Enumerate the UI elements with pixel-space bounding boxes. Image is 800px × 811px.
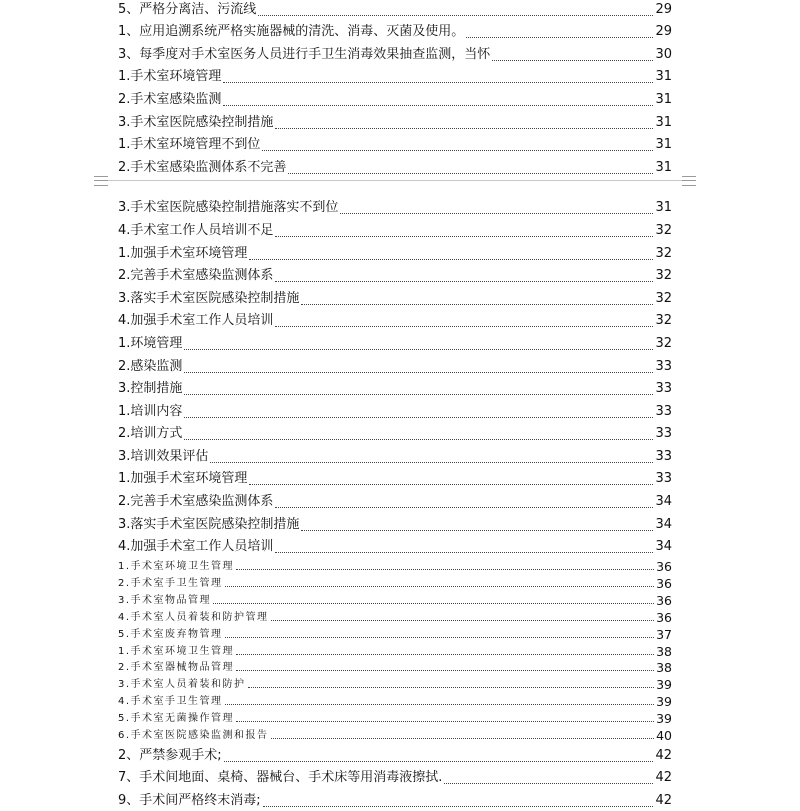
toc-entry-title: 1.环境管理 <box>118 335 183 351</box>
toc-entry[interactable] <box>118 65 672 88</box>
toc-dot-leader <box>275 281 653 282</box>
toc-entry[interactable] <box>118 659 672 676</box>
toc-entry-title: 3.手术室医院感染控制措施 <box>118 114 274 130</box>
toc-page-number: 32 <box>655 313 672 329</box>
toc-entry-title: 4.手术室工作人员培训不足 <box>118 222 274 238</box>
toc-dot-leader <box>275 552 653 553</box>
toc-page-number: 31 <box>655 91 672 107</box>
toc-page-number: 32 <box>655 290 672 306</box>
toc-dot-leader <box>184 349 653 350</box>
toc-entry-title: 4.手术室人员着装和防护管理 <box>118 611 269 623</box>
toc-page-number: 33 <box>655 381 672 397</box>
toc-dot-leader <box>236 654 654 655</box>
toc-dot-leader <box>236 721 654 722</box>
toc-entry-title: 2.完善手术室感染监测体系 <box>118 268 274 284</box>
toc-entry[interactable] <box>118 625 672 642</box>
toc-entry-title: 5.手术室无菌操作管理 <box>118 713 235 725</box>
toc-page-number: 32 <box>655 335 672 351</box>
toc-page-number: 33 <box>655 358 672 374</box>
toc-block-1 <box>118 0 672 178</box>
toc-dot-leader <box>271 620 654 621</box>
toc-page-number: 34 <box>655 539 672 555</box>
toc-entry-title: 4.加强手术室工作人员培训 <box>118 313 274 329</box>
toc-entry[interactable] <box>118 331 672 354</box>
toc-page-number: 31 <box>655 69 672 85</box>
toc-dot-leader <box>184 417 653 418</box>
toc-page-number: 39 <box>656 694 672 710</box>
toc-dot-leader <box>223 82 653 83</box>
toc-entry[interactable] <box>118 467 672 490</box>
toc-entry-title: 3.手术室物品管理 <box>118 594 212 606</box>
toc-entry-title: 1.手术室环境管理不到位 <box>118 137 261 153</box>
toc-page-number: 33 <box>655 471 672 487</box>
toc-dot-leader <box>184 439 653 440</box>
page-handle-right-icon[interactable] <box>682 176 696 186</box>
toc-entry[interactable] <box>118 512 672 535</box>
toc-entry[interactable] <box>118 535 672 558</box>
toc-entry-title: 2.手术室感染监测体系不完善 <box>118 159 287 175</box>
toc-entry[interactable] <box>118 155 672 178</box>
toc-entry-title: 3.落实手术室医院感染控制措施 <box>118 516 300 532</box>
toc-page-number: 37 <box>656 626 672 642</box>
toc-entry-title: 3.手术室医院感染控制措施落实不到位 <box>118 200 339 216</box>
toc-dot-leader <box>340 213 653 214</box>
toc-entry[interactable] <box>118 642 672 659</box>
toc-dot-leader <box>275 507 653 508</box>
toc-page-number: 32 <box>655 245 672 261</box>
toc-entry[interactable] <box>118 444 672 467</box>
toc-page-number: 36 <box>656 609 672 625</box>
toc-dot-leader <box>213 603 654 604</box>
page-break-line <box>98 180 692 181</box>
toc-entry[interactable] <box>118 42 672 65</box>
toc-entry-title: 1、应用追溯系统严格实施器械的清洗、消毒、灭菌及使用。 <box>118 24 465 40</box>
toc-entry-title: 1.手术室环境管理 <box>118 69 222 85</box>
toc-entry[interactable] <box>118 574 672 591</box>
toc-page-number: 39 <box>656 677 672 693</box>
toc-page-number: 32 <box>655 222 672 238</box>
toc-dot-leader <box>223 105 653 106</box>
toc-entry-title: 3.手术室人员着装和防护 <box>118 679 246 691</box>
toc-entry[interactable] <box>118 241 672 264</box>
toc-entry-title: 4.手术室手卫生管理 <box>118 696 223 708</box>
toc-dot-leader <box>444 783 653 784</box>
toc-page-number: 40 <box>656 728 672 744</box>
toc-entry-title: 2.培训方式 <box>118 426 183 442</box>
toc-entry-title: 2.完善手术室感染监测体系 <box>118 494 274 510</box>
toc-entry[interactable] <box>118 743 672 766</box>
toc-dot-leader <box>224 761 654 762</box>
toc-entry[interactable] <box>118 218 672 241</box>
toc-dot-leader <box>249 259 653 260</box>
toc-page-number: 31 <box>655 137 672 153</box>
toc-entry[interactable] <box>118 377 672 400</box>
toc-dot-leader <box>258 15 653 16</box>
toc-page-number: 38 <box>656 660 672 676</box>
toc-entry-title: 6.手术室医院感染监测和报告 <box>118 730 269 742</box>
toc-page-number: 34 <box>655 494 672 510</box>
toc-dot-leader <box>262 150 653 151</box>
toc-entry-title: 3、每季度对手术室医务人员进行手卫生消毒效果抽查监测，当怀 <box>118 46 491 62</box>
toc-entry[interactable] <box>118 264 672 287</box>
toc-page-number: 31 <box>655 159 672 175</box>
toc-entry[interactable] <box>118 196 672 219</box>
toc-entry[interactable] <box>118 692 672 709</box>
toc-page-number: 42 <box>655 747 672 763</box>
page-handle-left-icon[interactable] <box>94 176 108 186</box>
toc-page-number: 42 <box>655 792 672 808</box>
toc-block-2 <box>118 196 672 558</box>
toc-dot-leader <box>249 484 653 485</box>
table-of-contents <box>118 0 672 811</box>
toc-dot-leader <box>263 806 654 807</box>
toc-entry[interactable] <box>118 0 672 20</box>
toc-dot-leader <box>236 569 654 570</box>
toc-entry-title: 1.加强手术室环境管理 <box>118 245 248 261</box>
toc-entry-title: 1.加强手术室环境管理 <box>118 471 248 487</box>
toc-entry-title: 3.控制措施 <box>118 381 183 397</box>
toc-entry-title: 1.手术室环境卫生管理 <box>118 645 235 657</box>
toc-entry-title: 5.手术室废弃物管理 <box>118 628 223 640</box>
toc-dot-leader <box>225 704 654 705</box>
toc-dot-leader <box>184 372 653 373</box>
toc-page-number: 33 <box>655 403 672 419</box>
toc-dot-leader <box>492 60 653 61</box>
toc-entry[interactable] <box>118 675 672 692</box>
toc-dot-leader <box>466 37 653 38</box>
toc-entry[interactable] <box>118 110 672 133</box>
toc-page-number: 32 <box>655 268 672 284</box>
toc-page-number: 29 <box>655 1 672 17</box>
toc-page-number: 36 <box>656 559 672 575</box>
toc-dot-leader <box>248 687 654 688</box>
toc-entry-title: 5、严格分离洁、污流线 <box>118 1 257 17</box>
toc-entry[interactable] <box>118 20 672 43</box>
toc-entry-title: 7、手术间地面、桌椅、器械台、手术床等用消毒液擦拭. <box>118 770 443 786</box>
toc-entry-title: 3.培训效果评估 <box>118 448 209 464</box>
toc-dot-leader <box>225 586 654 587</box>
toc-dot-leader <box>275 236 653 237</box>
toc-dot-leader <box>275 326 653 327</box>
toc-entry[interactable] <box>118 87 672 110</box>
toc-entry-title: 9、手术间严格终末消毒; <box>118 792 261 808</box>
toc-page-number: 36 <box>656 592 672 608</box>
toc-entry[interactable] <box>118 766 672 789</box>
toc-block-4 <box>118 743 672 811</box>
toc-page-number: 38 <box>656 643 672 659</box>
toc-dot-leader <box>301 530 653 531</box>
toc-page-number: 33 <box>655 448 672 464</box>
toc-dot-leader <box>184 394 653 395</box>
toc-entry[interactable] <box>118 309 672 332</box>
page-break-separator <box>118 178 672 196</box>
toc-entry[interactable] <box>118 557 672 574</box>
toc-dot-leader <box>275 128 653 129</box>
toc-dot-leader <box>301 304 653 305</box>
toc-entry-title: 2.手术室器械物品管理 <box>118 662 235 674</box>
toc-dot-leader <box>288 173 653 174</box>
toc-entry[interactable] <box>118 286 672 309</box>
toc-dot-leader <box>225 637 654 638</box>
toc-page-number: 34 <box>655 516 672 532</box>
toc-entry[interactable] <box>118 489 672 512</box>
toc-page-number: 29 <box>655 24 672 40</box>
toc-page-number: 31 <box>655 200 672 216</box>
toc-entry[interactable] <box>118 399 672 422</box>
toc-page-number: 42 <box>655 770 672 786</box>
toc-block-3 <box>118 557 672 743</box>
toc-entry-title: 2.手术室手卫生管理 <box>118 578 223 590</box>
toc-entry[interactable] <box>118 133 672 156</box>
toc-entry-title: 2、严禁参观手术; <box>118 747 222 763</box>
toc-page-number: 36 <box>656 576 672 592</box>
toc-entry-title: 3.落实手术室医院感染控制措施 <box>118 290 300 306</box>
toc-page-number: 31 <box>655 114 672 130</box>
toc-entry[interactable] <box>118 709 672 726</box>
toc-page-number: 39 <box>656 711 672 727</box>
toc-dot-leader <box>271 738 654 739</box>
toc-dot-leader <box>236 670 654 671</box>
toc-entry-title: 1.培训内容 <box>118 403 183 419</box>
toc-dot-leader <box>210 462 653 463</box>
toc-page-number: 33 <box>655 426 672 442</box>
toc-entry[interactable] <box>118 591 672 608</box>
toc-entry-title: 4.加强手术室工作人员培训 <box>118 539 274 555</box>
toc-entry-title: 2.感染监测 <box>118 358 183 374</box>
toc-entry[interactable] <box>118 354 672 377</box>
toc-entry[interactable] <box>118 608 672 625</box>
toc-entry[interactable] <box>118 422 672 445</box>
toc-entry[interactable] <box>118 726 672 743</box>
toc-page-number: 30 <box>655 46 672 62</box>
toc-entry-title: 1.手术室环境卫生管理 <box>118 561 235 573</box>
toc-entry-title: 2.手术室感染监测 <box>118 91 222 107</box>
